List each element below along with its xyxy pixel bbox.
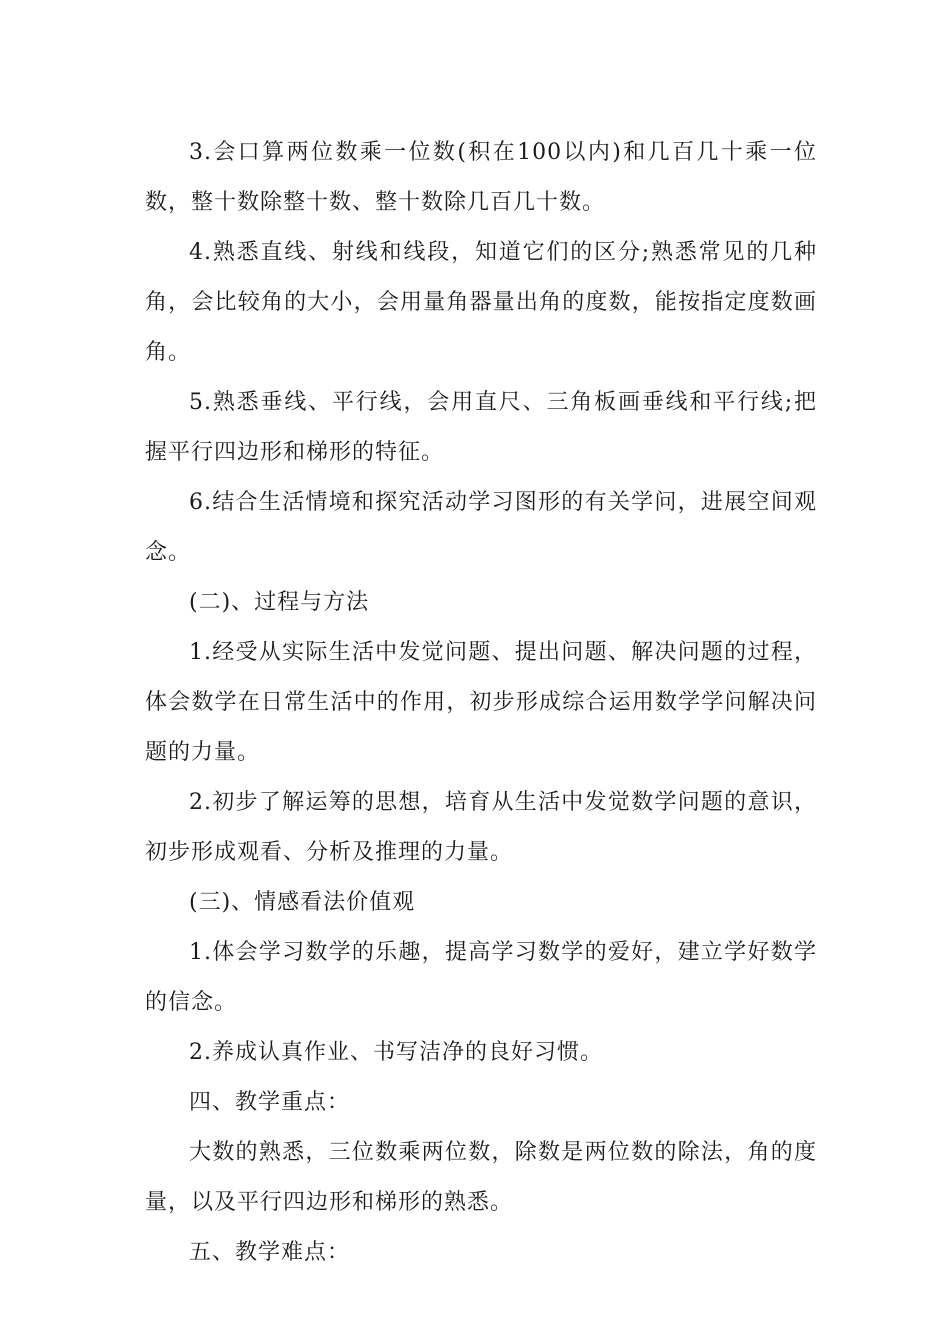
paragraph-perpendicular-parallel: 5.熟悉垂线、平行线，会用直尺、三角板画垂线和平行线;把握平行四边形和梯形的特征。 [145, 390, 817, 465]
paragraph-spatial-concept: 6.结合生活情境和探究活动学习图形的有关学问，进展空间观念。 [145, 490, 817, 565]
paragraph-joy-of-learning: 1.体会学习数学的乐趣，提高学习数学的爱好，建立学好数学的信念。 [145, 940, 817, 1015]
paragraph-oral-calculation: 3.会口算两位数乘一位数(积在100以内)和几百几十乘一位数，整十数除整十数、整十数除几百几十数。 [145, 140, 817, 215]
paragraph-teaching-focus-content: 大数的熟悉，三位数乘两位数，除数是两位数的除法，角的度量，以及平行四边形和梯形的熟悉。 [145, 1140, 817, 1215]
paragraph-problem-solving: 1.经受从实际生活中发觉问题、提出问题、解决问题的过程，体会数学在日常生活中的作用，初步形成综合运用数学学问解决问题的力量。 [145, 640, 817, 765]
paragraph-operations-thinking: 2.初步了解运筹的思想，培育从生活中发觉数学问题的意识，初步形成观看、分析及推理的力量。 [145, 790, 817, 865]
heading-process-and-method: (二)、过程与方法 [189, 590, 370, 615]
paragraph-lines-and-angles: 4.熟悉直线、射线和线段，知道它们的区分;熟悉常见的几种角，会比较角的大小，会用量角器量出角的度数，能按指定度数画角。 [145, 240, 817, 365]
heading-emotions-attitudes-values: (三)、情感看法价值观 [189, 890, 416, 915]
heading-teaching-focus: 四、教学重点： [189, 1090, 351, 1115]
document-body [145, 128, 817, 1278]
paragraph-good-habits: 2.养成认真作业、书写洁净的良好习惯。 [189, 1040, 603, 1065]
heading-teaching-difficulty: 五、教学难点： [189, 1240, 351, 1265]
